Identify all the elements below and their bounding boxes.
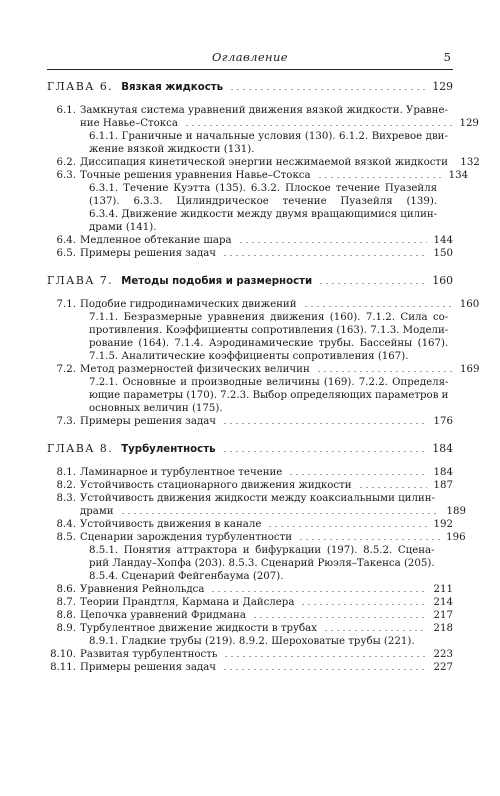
section-body [80, 234, 453, 247]
subsection-line [89, 557, 466, 570]
section-title-line [80, 661, 453, 674]
subsection-text: 6.1.1. Граничные и начальные условия (130). 6.1.2. Вихревое дви- [89, 131, 448, 142]
subsection-text: рование (164). 7.1.4. Аэродинамические трубы. Бассейны (167). [89, 338, 449, 349]
section-number: 8.1. [56, 467, 76, 478]
section-title-line [80, 104, 479, 117]
section-title-text: драми [80, 506, 114, 517]
dot-leader [229, 89, 426, 90]
section-body [80, 622, 453, 648]
section-title-text: Цепочка уравнений Фридмана [80, 610, 246, 621]
section-page: 160 [459, 299, 480, 310]
subsection-text: 7.2.1. Основные и производные величины (169). 7.2.2. Определя- [89, 377, 449, 388]
subsection-line [89, 311, 479, 324]
section-page: 144 [433, 235, 453, 246]
section-title-line [80, 648, 453, 661]
toc-entry [47, 648, 453, 661]
dot-leader [222, 451, 427, 452]
section-number: 7.1. [56, 299, 76, 310]
section-title-line [80, 583, 453, 596]
section-title-text: Медленное обтекание шара [80, 235, 232, 246]
section-number: 6.2. [56, 157, 76, 168]
subsection-line [89, 221, 468, 234]
subsection-text: 8.5.4. Сценарий Фейгенбаума (207). [89, 571, 284, 582]
subsection-text: (137). 6.3.3. Цилиндрическое течение Пуазейля (139). [89, 196, 438, 207]
section-body [80, 247, 453, 260]
dot-leader [303, 306, 454, 307]
dot-leader [223, 656, 427, 657]
dot-leader [222, 423, 427, 424]
section-number: 6.3. [56, 170, 76, 181]
section-title-text: Диссипация кинетической энергии несжимаемой вязкой жидкости [80, 157, 448, 168]
toc-entry [47, 609, 453, 622]
section-title-text: Устойчивость движения жидкости между коаксиальными цилин- [80, 493, 435, 504]
section-title-line [80, 466, 453, 479]
chapter-heading-gap [47, 456, 453, 466]
toc-entry [47, 156, 480, 169]
running-head-title: Оглавление [211, 50, 289, 64]
dot-leader [252, 617, 427, 618]
section-title-line [80, 156, 480, 169]
chapter-separator [47, 260, 453, 273]
toc-entry [47, 298, 480, 363]
chapter-label: ГЛАВА 6. [47, 80, 114, 93]
section-body [80, 479, 453, 492]
subsection-list [80, 544, 466, 583]
section-title-text: Уравнения Рейнольдса [80, 584, 205, 595]
subsection-text: основных величин (175). [89, 403, 223, 414]
section-title-text: Метод размерностей физических величин [80, 364, 310, 375]
section-number: 8.6. [56, 584, 76, 595]
section-page: 217 [433, 610, 453, 621]
toc-entry [47, 596, 453, 609]
toc-entry [47, 415, 453, 428]
section-title-text: Турбулентное движение жидкости в трубах [80, 623, 317, 634]
subsection-list [80, 311, 479, 363]
toc-entry [47, 466, 453, 479]
chapter-title: Вязкая жидкость [121, 82, 224, 93]
section-title-text: Подобие гидродинамических движений [80, 299, 297, 310]
section-title-text: ние Навье–Стокса [80, 118, 178, 129]
section-number: 8.7. [56, 597, 76, 608]
section-body [80, 466, 453, 479]
chapter-separator [47, 428, 453, 441]
section-number: 8.8. [56, 610, 76, 621]
section-title-line [80, 505, 466, 518]
dot-leader [222, 255, 427, 256]
section-title-line [80, 531, 466, 544]
section-number: 7.2. [56, 364, 76, 375]
subsection-line [89, 402, 479, 415]
dot-leader [288, 474, 427, 475]
dot-leader [317, 177, 443, 178]
chapter-page: 184 [432, 442, 453, 455]
section-title-text: Ламинарное и турбулентное течение [80, 467, 283, 478]
chapter-page: 129 [432, 80, 453, 93]
section-title-line [80, 479, 453, 492]
subsection-text: жение вязкой жидкости (131). [89, 144, 255, 155]
chapter-heading [47, 273, 453, 288]
subsection-line [89, 182, 468, 195]
section-page: 214 [433, 597, 453, 608]
dot-leader [120, 513, 440, 514]
section-title-line [80, 247, 453, 260]
section-body [80, 518, 453, 531]
toc-entry [47, 169, 469, 234]
section-title-line [80, 234, 453, 247]
running-head [47, 50, 453, 66]
section-page: 176 [433, 416, 453, 427]
section-number: 6.1. [56, 105, 76, 116]
subsection-list [80, 130, 479, 156]
dot-leader [323, 630, 427, 631]
toc-entry [47, 247, 453, 260]
page-number: 5 [443, 50, 451, 64]
section-title-text: Устойчивость стационарного движения жидкости [80, 480, 352, 491]
section-number: 8.5. [56, 532, 76, 543]
section-title-line [80, 518, 453, 531]
section-title-line [80, 415, 453, 428]
section-body [80, 415, 453, 428]
section-page: 223 [433, 649, 453, 660]
toc-entry [47, 492, 466, 518]
section-page: 169 [460, 364, 480, 375]
subsection-text: 6.3.1. Течение Куэтта (135). 6.3.2. Плоское течение Пуазейля [89, 183, 438, 194]
subsection-list [80, 182, 468, 234]
section-number: 8.3. [56, 493, 76, 504]
section-page: 132 [460, 157, 480, 168]
section-body [80, 169, 468, 234]
chapter-page: 160 [432, 274, 453, 287]
section-title-text: Примеры решения задач [80, 248, 217, 259]
section-title-text: Сценарии зарождения турбулентности [80, 532, 293, 543]
subsection-list [80, 635, 453, 648]
chapter-heading [47, 79, 453, 94]
subsection-text: 7.1.5. Аналитические коэффициенты сопротивления (167). [89, 351, 409, 362]
section-title-line [80, 298, 479, 311]
chapter-heading-gap [47, 94, 453, 104]
section-number: 6.4. [56, 235, 76, 246]
toc-entry [47, 661, 453, 674]
section-body [80, 363, 479, 415]
section-title-text: Теории Прандтля, Кармана и Дайслера [80, 597, 295, 608]
section-title-text: Развитая турбулентность [80, 649, 218, 660]
section-title-line [80, 169, 468, 182]
section-page: 189 [446, 506, 466, 517]
section-body [80, 531, 466, 583]
section-title-text: Точные решения уравнения Навье–Стокса [80, 170, 311, 181]
subsection-line [89, 208, 468, 221]
section-title-text: Устойчивость движения в канале [80, 519, 262, 530]
subsection-line [89, 570, 466, 583]
section-body [80, 104, 479, 156]
toc-entry [47, 479, 453, 492]
section-page: 218 [433, 623, 453, 634]
toc-entry [47, 622, 453, 648]
chapter-label: ГЛАВА 7. [47, 274, 114, 287]
subsection-text: 6.3.4. Движение жидкости между двумя вращающимися цилин- [89, 209, 438, 220]
section-page: 150 [433, 248, 453, 259]
section-number: 8.9. [56, 623, 76, 634]
section-title-line [80, 596, 453, 609]
section-title-line [80, 117, 479, 130]
toc-entry [47, 234, 453, 247]
section-number: 8.2. [56, 480, 76, 491]
section-body [80, 156, 480, 169]
chapter-label: ГЛАВА 8. [47, 442, 114, 455]
section-page: 129 [459, 118, 479, 129]
section-page: 227 [433, 662, 453, 673]
subsection-line [89, 544, 466, 557]
section-body [80, 609, 453, 622]
section-number: 8.10. [50, 649, 76, 660]
dot-leader [267, 526, 427, 527]
subsection-text: драми (141). [89, 222, 157, 233]
table-of-contents [47, 79, 480, 674]
chapter-heading-gap [47, 288, 453, 298]
subsection-line [89, 376, 479, 389]
subsection-line [89, 337, 479, 350]
section-title-line [80, 622, 453, 635]
subsection-line [89, 130, 479, 143]
dot-leader [238, 242, 427, 243]
toc-entry [47, 531, 466, 583]
dot-leader [222, 669, 427, 670]
toc-entry [47, 518, 453, 531]
section-number: 6.5. [56, 248, 76, 259]
chapter-title: Методы подобия и размерности [121, 276, 313, 287]
dot-leader [300, 604, 427, 605]
header-rule [47, 69, 453, 70]
subsection-text: 8.5.1. Понятия аттрактора и бифуркации (197). 8.5.2. Сцена- [89, 545, 435, 556]
section-page: 196 [446, 532, 466, 543]
subsection-line [89, 635, 453, 648]
subsection-list [80, 376, 479, 415]
section-number: 8.11. [50, 662, 76, 673]
section-page: 192 [433, 519, 453, 530]
chapter-heading [47, 441, 453, 456]
subsection-text: рий Ландау–Хопфа (203). 8.5.3. Сценарий Рюэля–Такенса (205). [89, 558, 435, 569]
section-title-text: Примеры решения задач [80, 662, 217, 673]
dot-leader [210, 591, 427, 592]
toc-entry [47, 104, 479, 156]
dot-leader [318, 283, 426, 284]
dot-leader [316, 371, 454, 372]
subsection-text: противления. Коэффициенты сопротивления (163). 7.1.3. Модели- [89, 325, 449, 336]
dot-leader [298, 539, 440, 540]
subsection-text: 8.9.1. Гладкие трубы (219). 8.9.2. Шероховатые трубы (221). [89, 636, 415, 647]
subsection-line [89, 324, 479, 337]
section-body [80, 596, 453, 609]
dot-leader [358, 487, 427, 488]
subsection-line [89, 143, 479, 156]
chapter-title: Турбулентность [121, 444, 216, 455]
toc-entry [47, 363, 480, 415]
toc-entry [47, 583, 453, 596]
section-page: 184 [433, 467, 453, 478]
section-page: 187 [433, 480, 453, 491]
subsection-text: 7.1.1. Безразмерные уравнения движения (160). 7.1.2. Сила со- [89, 312, 449, 323]
subsection-line [89, 350, 479, 363]
subsection-line [89, 195, 468, 208]
section-body [80, 298, 479, 363]
dot-leader [184, 125, 453, 126]
subsection-line [89, 389, 479, 402]
section-title-text: Замкнутая система уравнений движения вязкой жидкости. Уравне- [80, 105, 448, 116]
section-body [80, 583, 453, 596]
section-number: 8.4. [56, 519, 76, 530]
section-number: 7.3. [56, 416, 76, 427]
section-title-line [80, 609, 453, 622]
section-body [80, 661, 453, 674]
section-body [80, 648, 453, 661]
section-title-text: Примеры решения задач [80, 416, 217, 427]
section-title-line [80, 492, 466, 505]
section-page: 134 [448, 170, 469, 181]
section-page: 211 [433, 584, 453, 595]
subsection-text: ющие параметры (170). 7.2.3. Выбор определяющих параметров и [89, 390, 449, 401]
section-body [80, 492, 466, 518]
section-title-line [80, 363, 479, 376]
